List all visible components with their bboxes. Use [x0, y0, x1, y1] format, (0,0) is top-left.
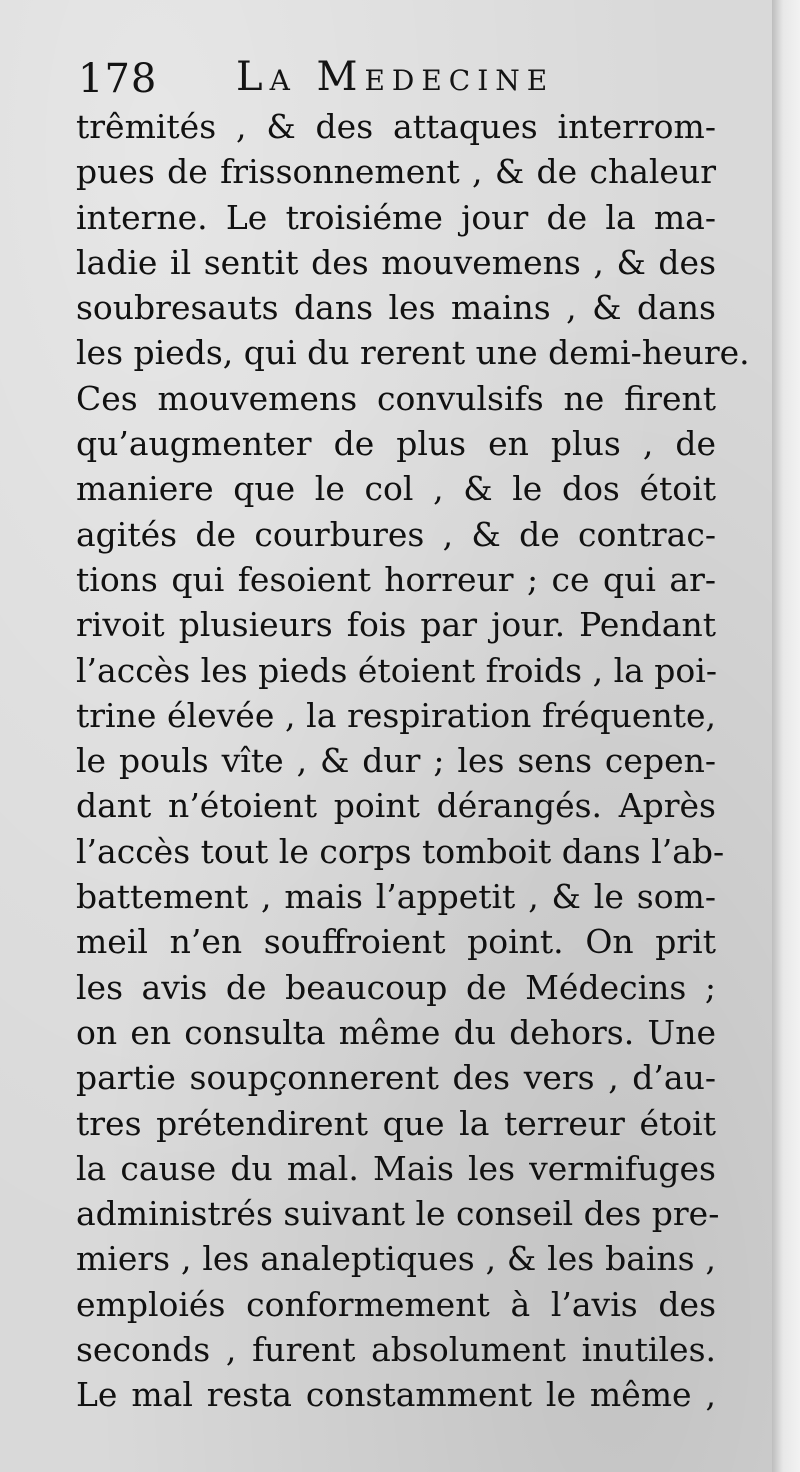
text-line: dant n’étoient point dérangés. Après — [76, 786, 716, 826]
text-line: seconds , furent absolument inutiles. — [76, 1330, 716, 1370]
text-line: miers , les analeptiques , & les bains , — [76, 1239, 716, 1279]
text-line: tions qui fesoient horreur ; ce qui ar- — [76, 559, 716, 599]
text-line: trine élevée , la respiration fréquente, — [76, 695, 716, 735]
text-line: administrés suivant le conseil des pre- — [76, 1194, 720, 1234]
text-line: rivoit plusieurs fois par jour. Pendant — [76, 605, 716, 645]
page-edge — [772, 0, 800, 1472]
text-line: tres prétendirent que la terreur étoit — [76, 1103, 716, 1143]
text-line: la cause du mal. Mais les vermifuges — [76, 1148, 716, 1188]
text-line: battement , mais l’appetit , & le som- — [76, 877, 716, 917]
text-line: partie soupçonnerent des vers , d’au- — [76, 1058, 716, 1098]
text-line: ladie il sentit des mouvemens , & des — [76, 242, 716, 282]
text-line: le pouls vîte , & dur ; les sens cepen- — [76, 741, 716, 781]
text-line: qu’augmenter de plus en plus , de — [76, 424, 716, 464]
text-line: interne. Le troisiéme jour de la ma- — [76, 197, 716, 237]
page-number: 178 — [78, 56, 158, 102]
text-line: pues de frissonnement , & de chaleur — [76, 152, 716, 192]
text-line: on en consulta même du dehors. Une — [76, 1012, 716, 1052]
text-line: l’accès tout le corps tomboit dans l’ab- — [76, 831, 725, 871]
text-line: agités de courbures , & de contrac- — [76, 514, 716, 554]
text-line: meil n’en souffroient point. On prit — [76, 922, 716, 962]
text-line: soubresauts dans les mains , & dans — [76, 288, 716, 328]
text-line: les pieds, qui du rerent une demi-heure. — [76, 333, 750, 373]
running-head: La Medecine — [236, 54, 555, 100]
text-line: trêmités , & des attaques interrom- — [76, 107, 716, 146]
body-text — [76, 104, 750, 1418]
text-line: l’accès les pieds étoient froids , la poi- — [76, 650, 718, 690]
text-line: Ces mouvemens convulsifs ne firent — [76, 378, 716, 418]
page-header — [78, 52, 678, 108]
text-line: emploiés conformement à l’avis des — [76, 1284, 716, 1324]
text-line: maniere que le col , & le dos étoit — [76, 469, 716, 509]
text-line: les avis de beaucoup de Médecins ; — [76, 967, 716, 1007]
text-line: Le mal resta constamment le même , — [76, 1375, 716, 1415]
